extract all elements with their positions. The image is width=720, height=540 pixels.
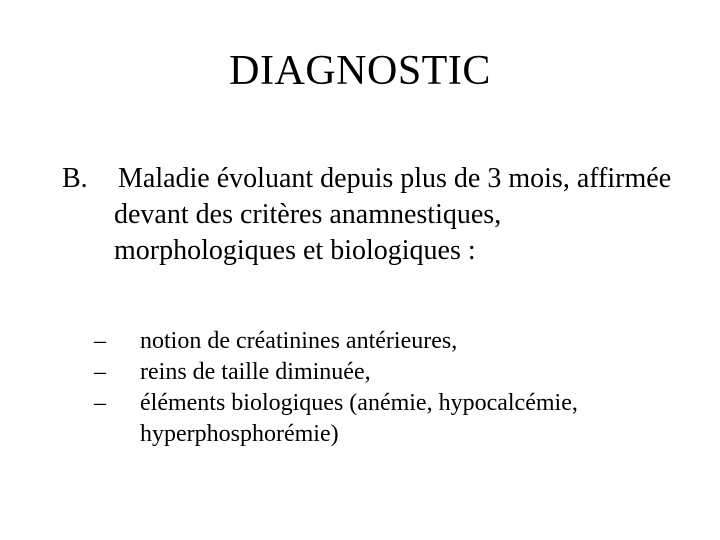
sub-list-item: [94, 326, 694, 357]
dash-bullet: –: [94, 328, 106, 354]
dash-bullet: –: [94, 359, 106, 385]
sub-list-item: [94, 357, 694, 388]
sub-list: [94, 326, 694, 450]
sub-list-item: [94, 388, 694, 450]
main-point-marker: B.: [62, 163, 88, 194]
slide-title: DIAGNOSTIC: [229, 48, 491, 94]
dash-bullet: –: [94, 390, 106, 416]
sub-item-text: notion de créatinines antérieures,: [140, 328, 458, 354]
main-point-text: Maladie évoluant depuis plus de 3 mois, affirmée devant des critères anamnestiques, morphologiques et biologiques :: [114, 163, 672, 266]
main-point: [62, 161, 682, 269]
sub-item-text: reins de taille diminuée,: [140, 359, 371, 385]
sub-item-text: éléments biologiques (anémie, hypocalcémie, hyperphosphorémie): [140, 390, 578, 447]
